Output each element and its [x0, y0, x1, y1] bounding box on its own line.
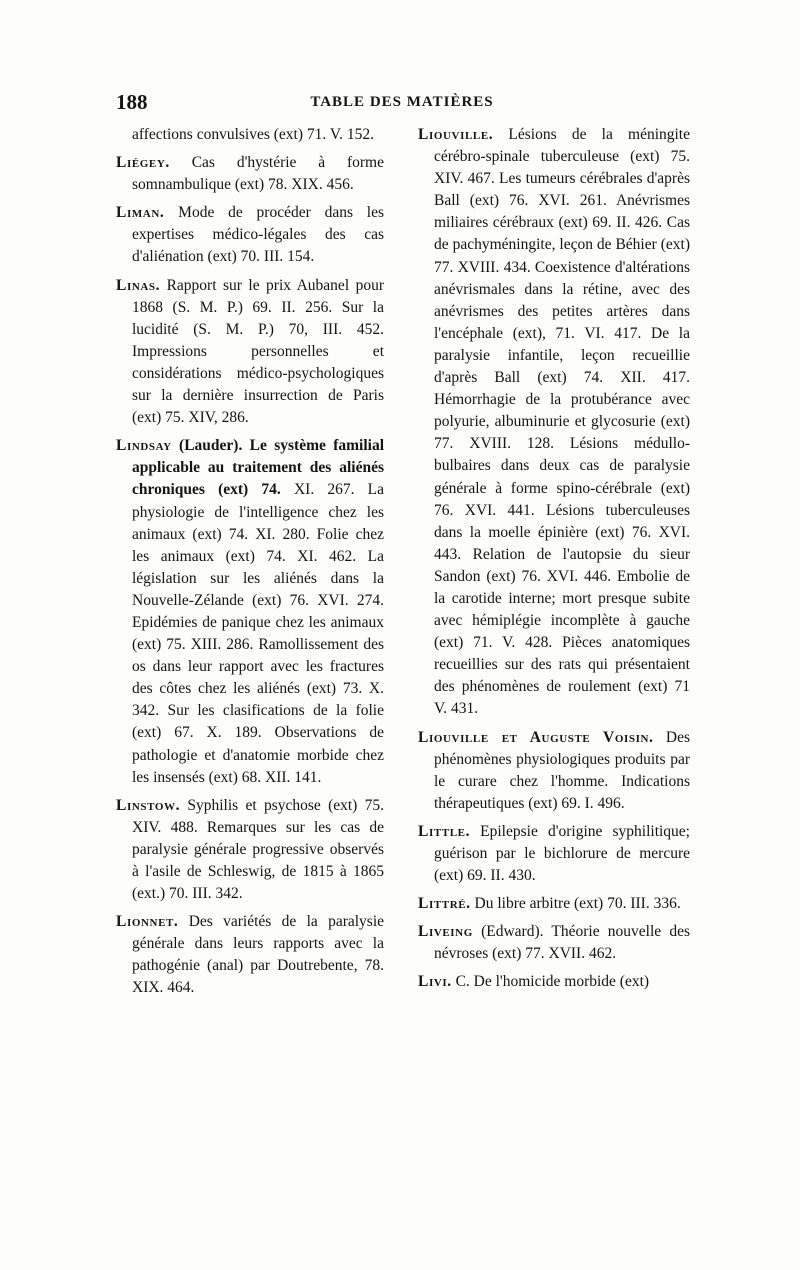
entry-author: Liveing — [418, 923, 473, 941]
entry-author: Lindsay — [116, 437, 172, 455]
entry-text-bold: (Lauder). Le système familial applicable au traitement des aliénés chroniques (ext) 74. — [132, 437, 385, 499]
entry-text: Lésions de la méningite cérébro-spinale tuberculeuse (ext) 75. XIV. 467. Les tumeurs cérébrales d'après Ball (ext) 76. XVI. 261. Anévrismes miliaires cérébraux (ext) 69. II. 426. Cas de pachyméningite, leçon de Béhier (ext) 77. XVIII. 434. Coexistence d'altérations anévrismales dans la rétine, avec des anévrismes des petites artères dans l'encéphale (ext), 71. VI. 417. De la paralysie infantile, leçon recueillie d'après Ball (ext) 74. XII. 417. Hémorrhagie de la protubérance avec polyurie, albuminurie et glycosurie (ext) 77. XVIII. 128. Lésions médullo-bulbaires dans deux cas de paralysie générale à forme spino-cérébrale (ext) 76. XVI. 441. Lésions tuberculeuses dans la moelle épinière (ext) 76. XVI. 443. Relation de l'autopsie du sieur Sandon (ext) 76. XVI. 446. Embolie de la carotide interne; mort presque subite avec hémiplégie incomplète à gauche (ext) 71. V. 428. Pièces anatomiques recueillies sur des rats qui présentaient des phénomènes de roulement (ext) 71 V. 431. — [434, 126, 690, 718]
entry-author: Little. — [418, 822, 471, 840]
index-entry — [418, 124, 690, 721]
page-header — [116, 90, 688, 120]
entry-text: Rapport sur le prix Aubanel pour 1868 (S. M. P.) 69. II. 256. Sur la lucidité (S. M. P.) 70, III. 452. Impressions personnelles et considérations médico-psychologiques sur la dernière insurrection de Paris (ext) 75. XIV, 286. — [132, 276, 384, 427]
index-entry — [116, 795, 384, 905]
entry-author: Liouville. — [418, 126, 494, 143]
index-entry — [418, 821, 690, 887]
entry-text: Epilepsie d'origine syphilitique; guérison par le bichlorure de mercure (ext) 69. II. 430. — [434, 822, 690, 885]
entry-text: Du libre arbitre (ext) 70. III. 336. — [474, 895, 681, 913]
entry-text: Des phénomènes physiologiques produits par le curare chez l'homme. Indications thérapeutiques (ext) 69. I. 496. — [434, 728, 691, 812]
index-entry — [116, 202, 384, 268]
index-entry — [418, 971, 690, 993]
index-entry — [116, 911, 384, 999]
entry-author: Lionnet. — [116, 913, 179, 931]
entry-text: XI. 267. La physiologie de l'intelligence chez les animaux (ext) 74. XI. 280. Folie chez les animaux (ext) 74. XI. 462. La législation sur les aliénés dans la Nouvelle-Zélande (ext) 76. XVI. 274. Epidémies de panique chez les animaux (ext) 75. XIII. 286. Ramollissement des os dans leur rapport avec les fractures des côtes chez les aliénés (ext) 73. X. 342. Sur les clasifications de la folie (ext) 67. X. 189. Observations de pathologie et d'anatomie morbide chez les insensés (ext) 68. XII. 141. — [132, 481, 385, 786]
index-entry — [116, 124, 384, 146]
entry-text: (Edward). Théorie nouvelle des névroses (ext) 77. XVII. 462. — [434, 923, 690, 963]
index-entry — [116, 275, 384, 430]
index-entry — [418, 727, 690, 815]
page-number: 188 — [116, 90, 148, 114]
index-entry — [418, 893, 690, 915]
entry-text: affections convulsives (ext) 71. V. 152. — [132, 126, 374, 143]
index-entry — [116, 152, 384, 196]
running-title: TABLE DES MATIÈRES — [310, 94, 494, 110]
entry-author: Littré. — [418, 895, 471, 913]
entry-author: Livi. — [418, 973, 452, 991]
index-entry — [116, 435, 384, 789]
entry-author: Linas. — [116, 276, 161, 294]
index-entry — [418, 921, 690, 965]
entry-text: Des variétés de la paralysie générale dans leurs rapports avec la pathogénie (anal) par Doutrebente, 78. XIX. 464. — [132, 913, 385, 997]
entry-author: Linstow. — [116, 796, 181, 814]
entry-author: Liman. — [116, 204, 165, 222]
left-column — [116, 124, 384, 1006]
entry-text: Mode de procéder dans les expertises médico-légales des cas d'aliénation (ext) 70. III. 154. — [132, 204, 384, 266]
entry-author: Liégey. — [116, 154, 170, 172]
entry-text: C. De l'homicide morbide (ext) — [455, 973, 650, 991]
right-column — [418, 124, 690, 1000]
entry-author: Liouville et Auguste Voisin. — [418, 728, 654, 746]
entry-text: Syphilis et psychose (ext) 75. XIV. 488. Remarques sur les cas de paralysie générale progressive observés à l'asile de Schleswig, de 1815 à 1865 (ext.) 70. III. 342. — [132, 796, 384, 903]
entry-text: Cas d'hystérie à forme somnambulique (ext) 78. XIX. 456. — [132, 154, 384, 194]
